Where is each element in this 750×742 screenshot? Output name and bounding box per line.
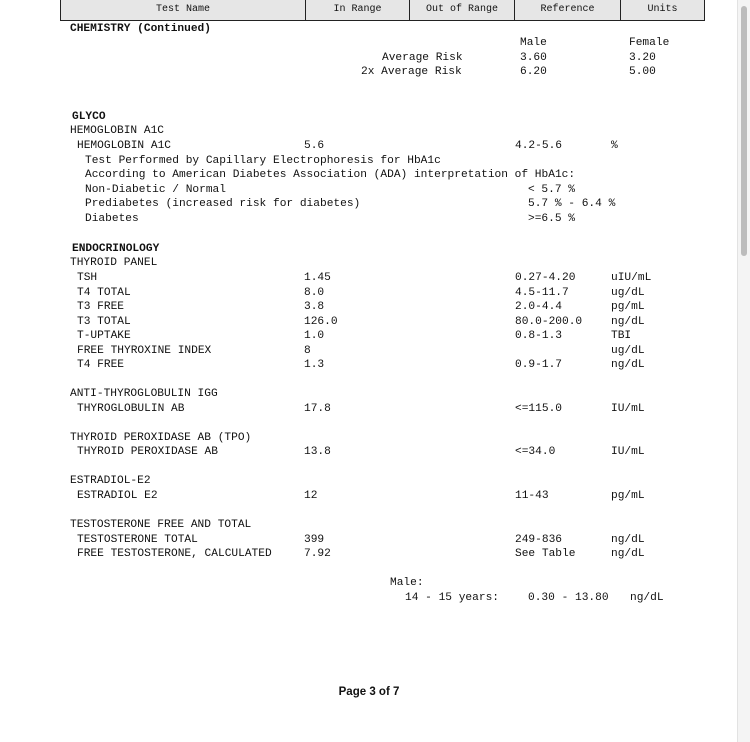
test-value: 1.45 bbox=[304, 272, 331, 284]
test-units: IU/mL bbox=[611, 403, 645, 415]
test-name: T4 TOTAL bbox=[77, 287, 131, 299]
test-value: 399 bbox=[304, 534, 325, 546]
test-reference: 4.2-5.6 bbox=[515, 140, 562, 152]
test-value: 12 bbox=[304, 490, 318, 502]
test-value: 3.8 bbox=[304, 301, 325, 313]
free-testo-table-range: 0.30 - 13.80 bbox=[528, 592, 609, 604]
test-reference: <=34.0 bbox=[515, 446, 556, 458]
test-reference: <=115.0 bbox=[515, 403, 562, 415]
test-value: 13.8 bbox=[304, 446, 331, 458]
female-label: Female bbox=[629, 37, 670, 49]
test-reference: 0.8-1.3 bbox=[515, 330, 562, 342]
test-units: ug/dL bbox=[611, 345, 645, 357]
interp-label: Diabetes bbox=[85, 213, 139, 225]
test-value: 1.0 bbox=[304, 330, 325, 342]
two-x-risk-male: 6.20 bbox=[520, 66, 547, 78]
avg-risk-label: Average Risk bbox=[382, 52, 463, 64]
glyco-note: According to American Diabetes Association (ADA) interpretation of HbA1c: bbox=[85, 169, 576, 181]
test-units: ng/dL bbox=[611, 316, 645, 328]
interp-label: Prediabetes (increased risk for diabetes) bbox=[85, 198, 361, 210]
two-x-risk-label: 2x Average Risk bbox=[361, 66, 462, 78]
test-reference: 2.0-4.4 bbox=[515, 301, 562, 313]
test-reference: 80.0-200.0 bbox=[515, 316, 583, 328]
test-name: TSH bbox=[77, 272, 98, 284]
test-units: TBI bbox=[611, 330, 632, 342]
test-value: 5.6 bbox=[304, 140, 325, 152]
avg-risk-male: 3.60 bbox=[520, 52, 547, 64]
interp-range: 5.7 % - 6.4 % bbox=[528, 198, 616, 210]
test-value: 17.8 bbox=[304, 403, 331, 415]
test-units: % bbox=[611, 140, 618, 152]
vertical-scrollbar[interactable] bbox=[737, 0, 750, 742]
test-units: ug/dL bbox=[611, 287, 645, 299]
test-name: T4 FREE bbox=[77, 359, 124, 371]
interp-range: >=6.5 % bbox=[528, 213, 575, 225]
panel-tpo: THYROID PEROXIDASE AB (TPO) bbox=[70, 432, 252, 444]
test-units: uIU/mL bbox=[611, 272, 652, 284]
test-reference: 4.5-11.7 bbox=[515, 287, 569, 299]
test-reference: 0.9-1.7 bbox=[515, 359, 562, 371]
test-value: 7.92 bbox=[304, 548, 331, 560]
free-testo-table-age: 14 - 15 years: bbox=[405, 592, 499, 604]
panel-testosterone: TESTOSTERONE FREE AND TOTAL bbox=[70, 519, 252, 531]
panel-estradiol: ESTRADIOL-E2 bbox=[70, 475, 151, 487]
two-x-risk-female: 5.00 bbox=[629, 66, 656, 78]
page-number: Page 3 of 7 bbox=[338, 686, 400, 698]
test-reference: 0.27-4.20 bbox=[515, 272, 576, 284]
interp-range: < 5.7 % bbox=[528, 184, 575, 196]
test-name: FREE TESTOSTERONE, CALCULATED bbox=[77, 548, 272, 560]
test-units: ng/dL bbox=[611, 359, 645, 371]
test-name: FREE THYROXINE INDEX bbox=[77, 345, 212, 357]
test-name: ESTRADIOL E2 bbox=[77, 490, 158, 502]
results-table-header bbox=[60, 0, 705, 21]
test-reference: 11-43 bbox=[515, 490, 549, 502]
panel-thyroid: THYROID PANEL bbox=[70, 257, 158, 269]
test-units: IU/mL bbox=[611, 446, 645, 458]
male-label: Male bbox=[520, 37, 547, 49]
test-name: T3 FREE bbox=[77, 301, 124, 313]
test-value: 126.0 bbox=[304, 316, 338, 328]
test-name: T3 TOTAL bbox=[77, 316, 131, 328]
col-units: Units bbox=[647, 4, 678, 15]
test-value: 8 bbox=[304, 345, 311, 357]
test-name: HEMOGLOBIN A1C bbox=[77, 140, 171, 152]
free-testo-table-units: ng/dL bbox=[630, 592, 664, 604]
test-reference: See Table bbox=[515, 548, 576, 560]
test-name: T-UPTAKE bbox=[77, 330, 131, 342]
col-in-range: In Range bbox=[306, 0, 410, 20]
test-name: TESTOSTERONE TOTAL bbox=[77, 534, 198, 546]
col-out-of-range: Out of Range bbox=[410, 0, 515, 20]
glyco-note: Test Performed by Capillary Electrophoresis for HbA1c bbox=[85, 155, 441, 167]
panel-hemoglobin-a1c: HEMOGLOBIN A1C bbox=[70, 125, 164, 137]
test-name: THYROID PEROXIDASE AB bbox=[77, 446, 218, 458]
avg-risk-female: 3.20 bbox=[629, 52, 656, 64]
section-title-chemistry: CHEMISTRY (Continued) bbox=[70, 23, 211, 35]
test-units: pg/mL bbox=[611, 301, 645, 313]
test-name: THYROGLOBULIN AB bbox=[77, 403, 185, 415]
panel-anti-thyroglobulin: ANTI-THYROGLOBULIN IGG bbox=[70, 388, 218, 400]
test-units: ng/dL bbox=[611, 534, 645, 546]
col-test-name: Test Name bbox=[61, 0, 306, 20]
free-testo-table-label: Male: bbox=[390, 577, 424, 589]
scrollbar-thumb[interactable] bbox=[741, 6, 747, 256]
interp-label: Non-Diabetic / Normal bbox=[85, 184, 226, 196]
test-value: 8.0 bbox=[304, 287, 325, 299]
section-title-glyco: GLYCO bbox=[72, 111, 106, 123]
test-value: 1.3 bbox=[304, 359, 325, 371]
test-reference: 249-836 bbox=[515, 534, 562, 546]
col-reference: Reference bbox=[515, 0, 621, 20]
test-units: ng/dL bbox=[611, 548, 645, 560]
section-title-endocrinology: ENDOCRINOLOGY bbox=[72, 243, 160, 255]
test-units: pg/mL bbox=[611, 490, 645, 502]
